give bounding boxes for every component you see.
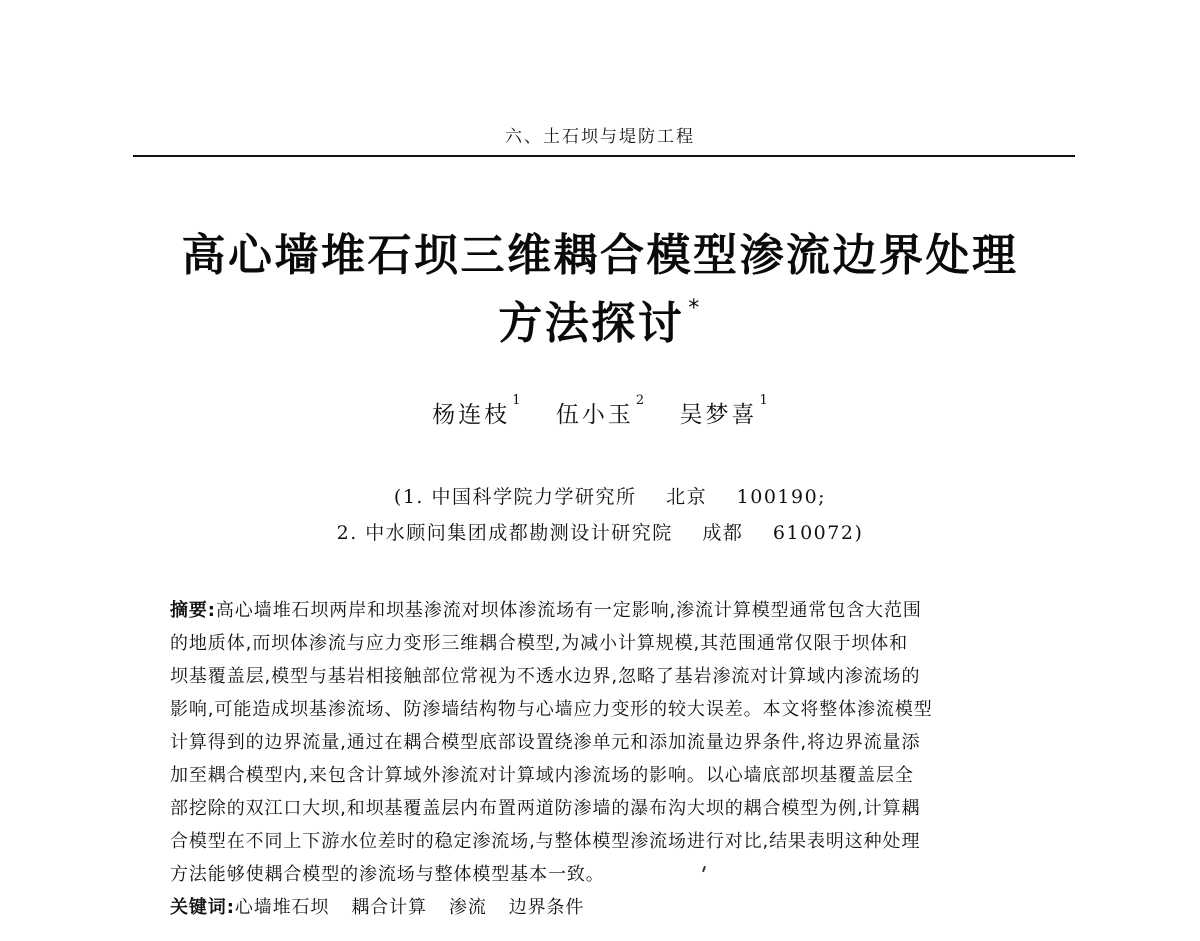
affiliation-org: 中国科学院力学研究所 (431, 486, 637, 508)
keyword: 边界条件 (508, 897, 585, 918)
paper-title-line-1: 高心墙堆石坝三维耦合模型渗流边界处理 (181, 230, 1019, 281)
author-affil-mark: 2 (635, 393, 645, 408)
keyword: 渗流 (448, 897, 487, 918)
affiliation-postcode: 100190; (736, 486, 827, 508)
abstract-line: 加至耦合模型内,来包含计算域外渗流对计算域内渗流场的影响。以心墙底部坝基覆盖层全 (170, 765, 914, 786)
abstract-line: 合模型在不同上下游水位差时的稳定渗流场,与整体模型渗流场进行对比,结果表明这种处理 (170, 831, 921, 852)
abstract-label: 摘要: (170, 600, 216, 621)
abstract-line: 坝基覆盖层,模型与基岩相接触部位常视为不透水边界,忽略了基岩渗流对计算域内渗流场的 (170, 666, 921, 687)
keywords-label: 关键词: (170, 897, 235, 918)
author-name: 吴梦喜 (679, 402, 758, 428)
affiliation-prefix: 2. (336, 522, 358, 544)
author-affil-mark: 1 (512, 393, 521, 408)
author-name: 杨连枝 (432, 402, 511, 428)
affiliation-prefix: (1. (393, 486, 424, 508)
keyword: 耦合计算 (351, 897, 427, 918)
author-name: 伍小玉 (555, 402, 634, 428)
affiliation-city: 北京 (666, 486, 708, 508)
author-affil-mark: 1 (759, 393, 768, 408)
title-footnote-mark: * (688, 296, 702, 321)
abstract-line: 影响,可能造成坝基渗流场、防渗墙结构物与心墙应力变形的较大误差。本文将整体渗流模型 (170, 699, 933, 720)
abstract-line (170, 594, 1032, 627)
author (679, 393, 768, 429)
keywords (170, 891, 606, 924)
affiliation-postcode: 610072) (772, 522, 864, 544)
abstract-line: 方法能够使耦合模型的渗流场与整体模型基本一致。 (170, 864, 605, 885)
affiliation-city: 成都 (702, 522, 744, 544)
abstract-line: 部挖除的双江口大坝,和坝基覆盖层内布置两道防渗墙的瀑布沟大坝的耦合模型为例,计算耦 (170, 798, 921, 819)
abstract-text: 高心墙堆石坝两岸和坝基渗流对坝体渗流场有一定影响,渗流计算模型通常包含大范围 (215, 600, 922, 621)
running-head: 六、土石坝与堤防工程 (505, 127, 695, 147)
affiliation-org: 中水顾问集团成都勘测设计研究院 (365, 522, 673, 544)
author (555, 393, 645, 429)
abstract-line: 的地质体,而坝体渗流与应力变形三维耦合模型,为减小计算规模,其范围通常仅限于坝体和 (170, 633, 909, 654)
abstract-line: 计算得到的边界流量,通过在耦合模型底部设置绕渗单元和添加流量边界条件,将边界流量添 (170, 732, 921, 753)
affiliation-2 (0, 518, 1200, 545)
paper-title-line-2-text: 方法探讨 (498, 298, 685, 349)
affiliation-1 (0, 482, 1200, 509)
keyword: 心墙堆石坝 (234, 897, 330, 918)
author-list (0, 393, 1200, 429)
abstract (170, 594, 1032, 891)
author (432, 393, 521, 429)
paper-title-line-2 (0, 296, 1200, 349)
header-rule (133, 155, 1075, 157)
